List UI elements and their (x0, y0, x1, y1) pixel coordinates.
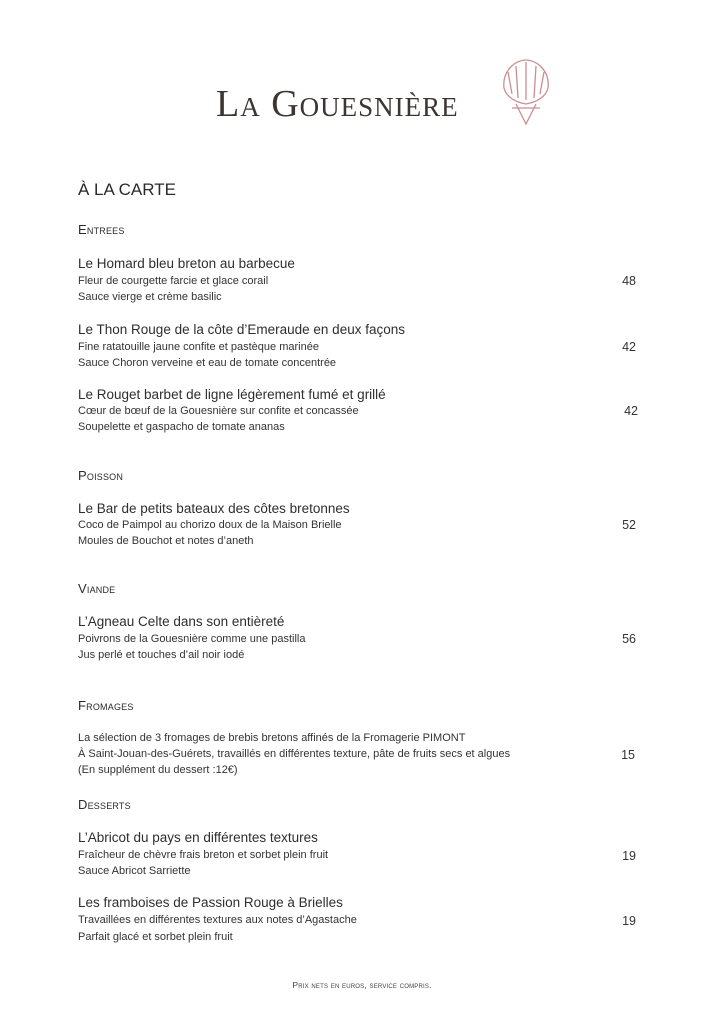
dish-description: (En supplément du dessert :12€) (78, 764, 238, 776)
dish-description: Soupelette et gaspacho de tomate ananas (78, 421, 285, 433)
dish-price: 52 (622, 518, 636, 532)
section-fromages: Fromages (78, 698, 134, 713)
dish-description: Parfait glacé et sorbet plein fruit (78, 931, 233, 943)
dish-name: Le Rouget barbet de ligne légèrement fumé et grillé (78, 387, 386, 402)
dish-description: Moules de Bouchot et notes d’aneth (78, 535, 254, 547)
dish-description: Jus perlé et touches d’ail noir iodé (78, 649, 245, 661)
dish-price: 42 (622, 340, 636, 354)
dish-name: Le Thon Rouge de la côte d’Emeraude en deux façons (78, 322, 405, 337)
dish-description: Fleur de courgette farcie et glace corail (78, 275, 269, 287)
dish-description: Sauce Abricot Sarriette (78, 865, 191, 877)
dish-name: Le Bar de petits bateaux des côtes bretonnes (78, 501, 350, 516)
section-entrees: Entrees (78, 222, 125, 237)
section-poisson: Poisson (78, 468, 124, 483)
dish-description: Sauce Choron verveine et eau de tomate concentrée (78, 357, 337, 369)
dish-description: À Saint-Jouan-des-Guérets, travaillés en différentes texture, pâte de fruits secs et algues (78, 748, 511, 760)
section-desserts: Desserts (78, 797, 131, 812)
carte-title: À LA CARTE (78, 180, 176, 199)
footer-note: Prix nets en euros, service compris. (292, 980, 432, 990)
logo (212, 54, 562, 140)
dish-description: Sauce vierge et crème basilic (78, 291, 222, 303)
dish-description: La sélection de 3 fromages de brebis bretons affinés de la Fromagerie PIMONT (78, 732, 466, 744)
dish-description: Coco de Paimpol au chorizo doux de la Maison Brielle (78, 519, 342, 531)
dish-name: Les framboises de Passion Rouge à Brielles (78, 895, 343, 910)
dish-description: Fraîcheur de chèvre frais breton et sorbet plein fruit (78, 849, 329, 861)
dish-description: Poivrons de la Gouesnière comme une pastilla (78, 633, 306, 645)
dish-name: L’Abricot du pays en différentes textures (78, 830, 318, 845)
dish-price: 19 (622, 849, 636, 863)
dish-price: 56 (622, 632, 636, 646)
dish-price: 42 (624, 404, 638, 418)
dish-price: 15 (621, 748, 635, 762)
shell-logo-icon (498, 58, 554, 130)
section-viande: Viande (78, 581, 116, 596)
dish-name: Le Homard bleu breton au barbecue (78, 256, 295, 271)
dish-description: Cœur de bœuf de la Gouesnière sur confite et concassée (78, 405, 359, 417)
dish-description: Fine ratatouille jaune confite et pastèque marinée (78, 341, 319, 353)
dish-name: L’Agneau Celte dans son entièreté (78, 614, 285, 629)
dish-price: 48 (622, 274, 636, 288)
dish-price: 19 (622, 914, 636, 928)
brand-name: La Gouesnière (216, 83, 459, 125)
dish-description: Travaillées en différentes textures aux notes d’Agastache (78, 914, 357, 926)
